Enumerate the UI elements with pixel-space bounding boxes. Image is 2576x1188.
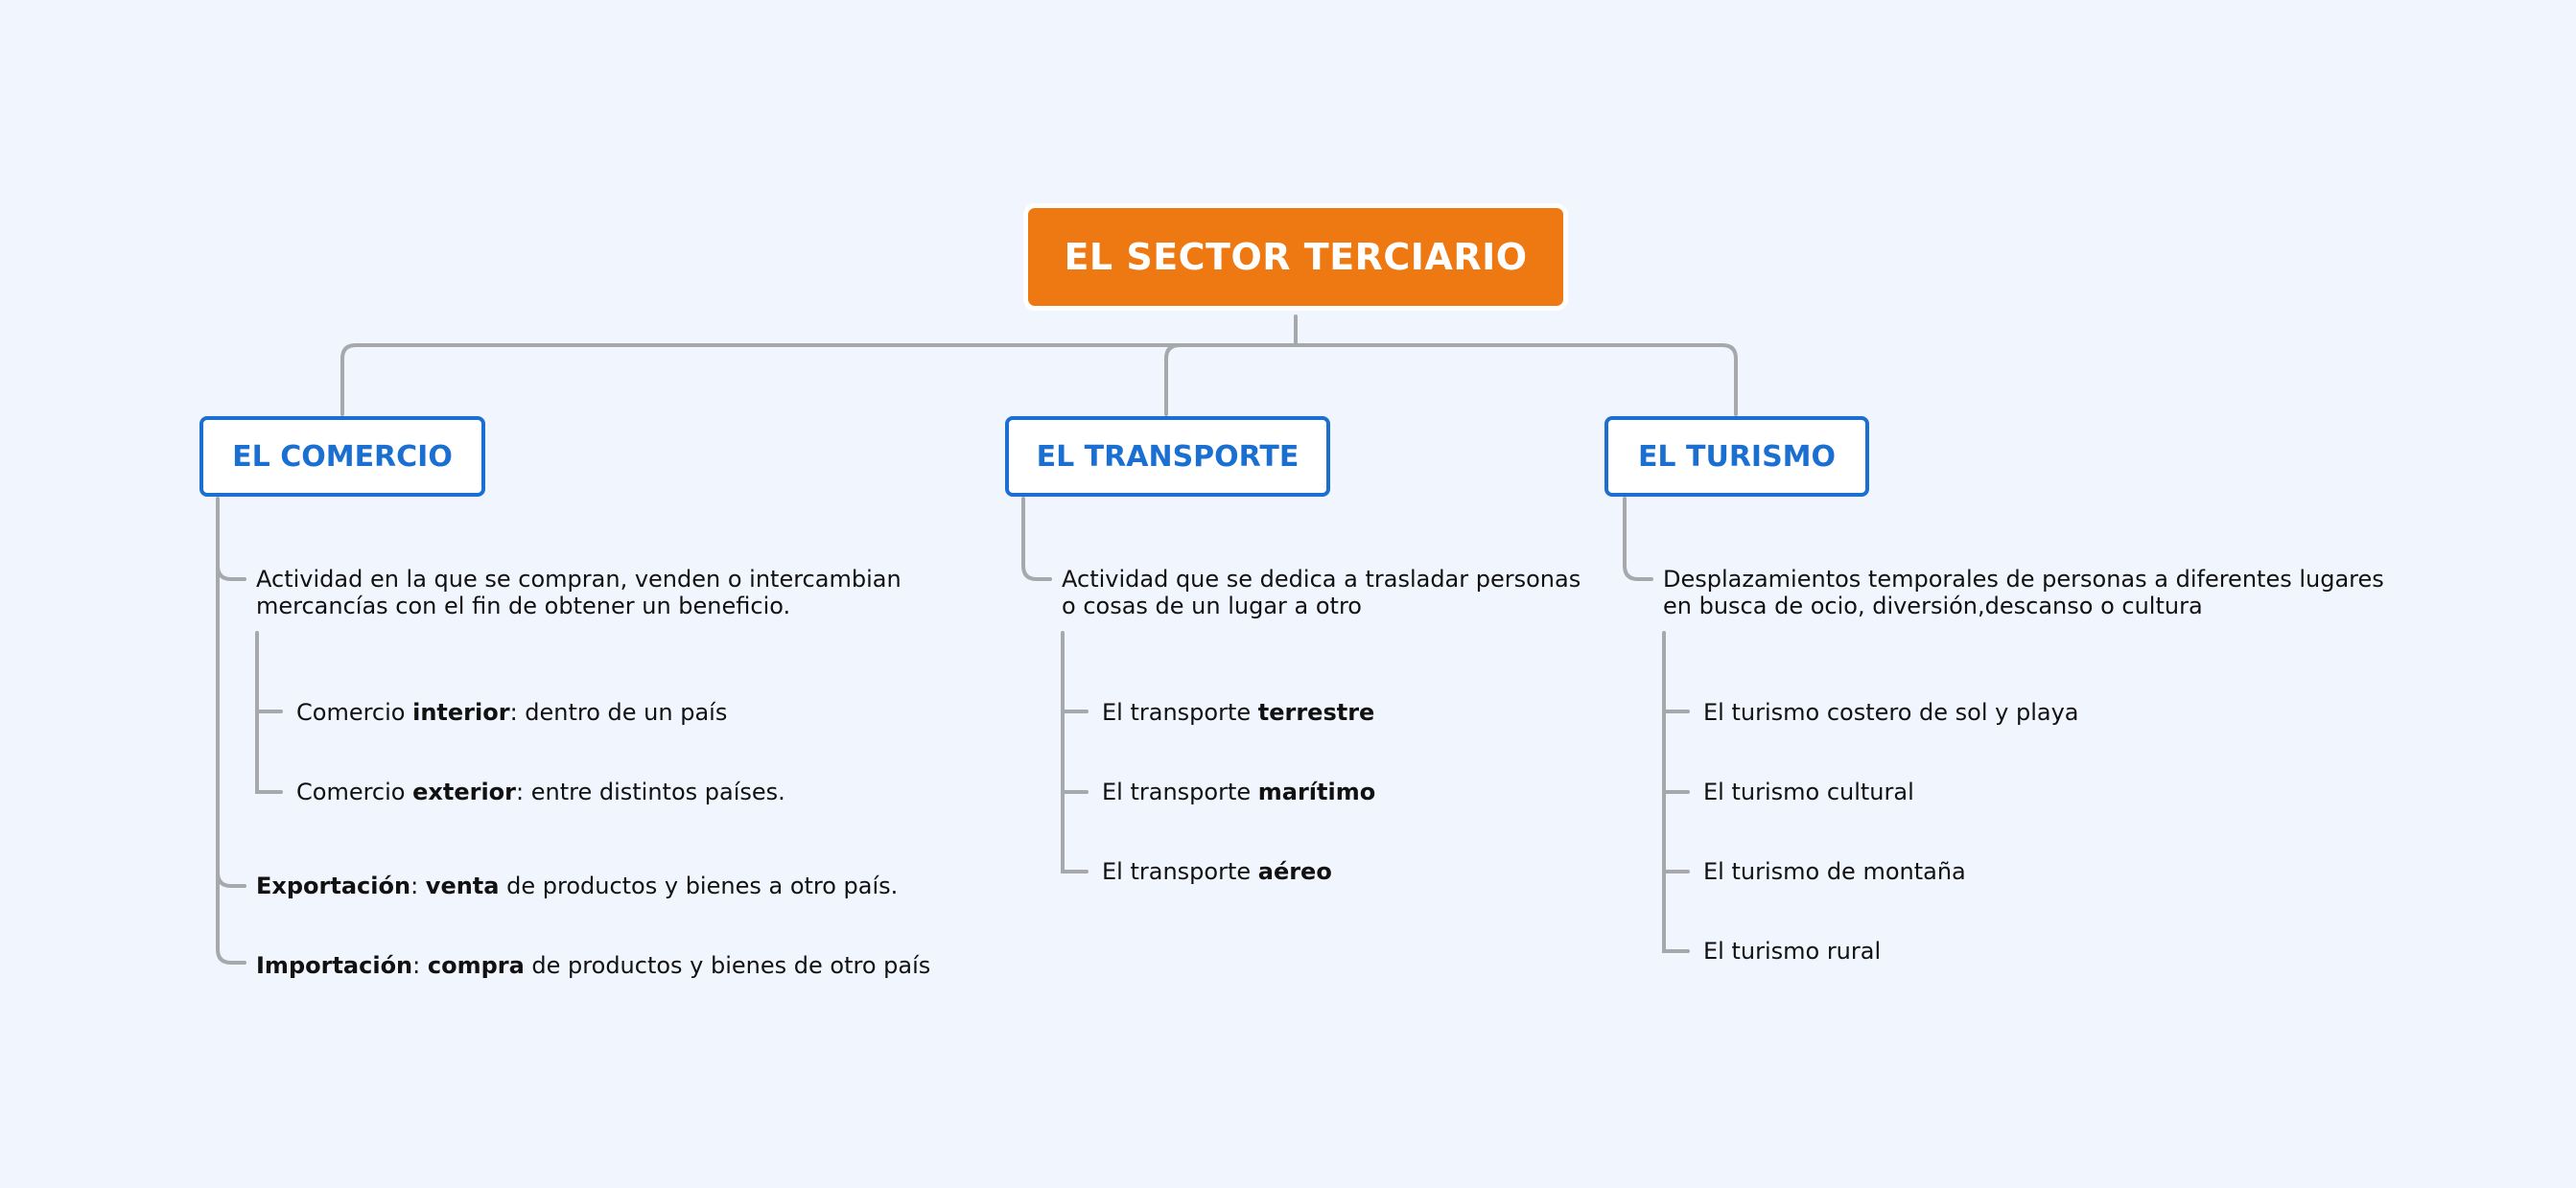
connector-transporte-sub-trunk: [1063, 633, 1087, 872]
exportacion-item[interactable]: [256, 873, 898, 899]
item-text: El transporte: [1102, 779, 1258, 805]
connector-comercio-desc: [218, 566, 245, 579]
turismo-description[interactable]: [1663, 566, 2384, 619]
item-text: El turismo cultural: [1703, 779, 1914, 805]
description-line: mercancías con el fin de obtener un beneficio.: [256, 593, 791, 619]
transporte-terrestre-item[interactable]: [1102, 699, 1374, 726]
item-text: Comercio: [296, 779, 413, 805]
item-text: : entre distintos países.: [516, 779, 785, 805]
branch-label: EL TRANSPORTE: [1036, 439, 1300, 474]
transporte-maritimo-item[interactable]: [1102, 779, 1375, 805]
root-node[interactable]: [1023, 203, 1568, 311]
description-line: Desplazamientos temporales de personas a diferentes lugares: [1663, 566, 2384, 593]
item-text: Comercio: [296, 699, 413, 726]
item-text: El turismo de montaña: [1703, 858, 1966, 885]
branch-label: EL COMERCIO: [232, 439, 453, 474]
item-text: El turismo costero de sol y playa: [1703, 699, 2079, 726]
root-label: EL SECTOR TERCIARIO: [1064, 236, 1528, 278]
item-text: El transporte: [1102, 858, 1258, 885]
branch-node-comercio[interactable]: [199, 416, 485, 497]
branch-node-turismo[interactable]: [1604, 416, 1869, 497]
item-bold-text: compra: [427, 952, 525, 979]
connector-turismo-desc: [1625, 499, 1651, 579]
importacion-item[interactable]: [256, 952, 930, 979]
connector-to-turismo: [1722, 345, 1736, 414]
comercio-interior-item[interactable]: [296, 699, 727, 726]
item-bold-text: marítimo: [1257, 779, 1376, 805]
item-bold-text: aéreo: [1257, 858, 1332, 885]
description-line: Actividad que se dedica a trasladar personas: [1062, 566, 1581, 593]
item-bold-text: Importación: [256, 952, 413, 979]
connector-comercio-trunk: [218, 499, 245, 963]
transporte-aereo-item[interactable]: [1102, 858, 1332, 885]
item-bold-text: terrestre: [1257, 699, 1375, 726]
item-text: : dentro de un país: [509, 699, 728, 726]
turismo-montana-item[interactable]: [1703, 858, 1966, 885]
turismo-sol-playa-item[interactable]: [1703, 699, 2079, 726]
item-text: El turismo rural: [1703, 938, 1882, 965]
connector-transporte-desc: [1023, 499, 1050, 579]
item-bold-text: interior: [412, 699, 510, 726]
branch-node-transporte[interactable]: [1005, 416, 1330, 497]
description-line: Actividad en la que se compran, venden o intercambian: [256, 566, 902, 593]
item-text: de productos y bienes a otro país.: [499, 873, 899, 899]
item-bold-text: Exportación: [256, 873, 411, 899]
item-bold-text: exterior: [412, 779, 517, 805]
description-line: o cosas de un lugar a otro: [1062, 593, 1362, 619]
turismo-rural-item[interactable]: [1703, 938, 1881, 965]
comercio-exterior-item[interactable]: [296, 779, 785, 805]
turismo-cultural-item[interactable]: [1703, 779, 1914, 805]
transporte-description[interactable]: [1062, 566, 1581, 619]
item-text: :: [412, 952, 428, 979]
item-text: :: [410, 873, 426, 899]
connector-to-transporte: [1166, 345, 1180, 414]
connector-comercio-extra-1: [218, 873, 245, 886]
item-text: El transporte: [1102, 699, 1258, 726]
branch-label: EL TURISMO: [1637, 439, 1837, 474]
description-line: en busca de ocio, diversión,descanso o cultura: [1663, 593, 2203, 619]
item-text: de productos y bienes de otro país: [524, 952, 931, 979]
comercio-description[interactable]: [256, 566, 902, 619]
item-bold-text: venta: [425, 873, 500, 899]
connector-to-comercio: [342, 345, 356, 414]
